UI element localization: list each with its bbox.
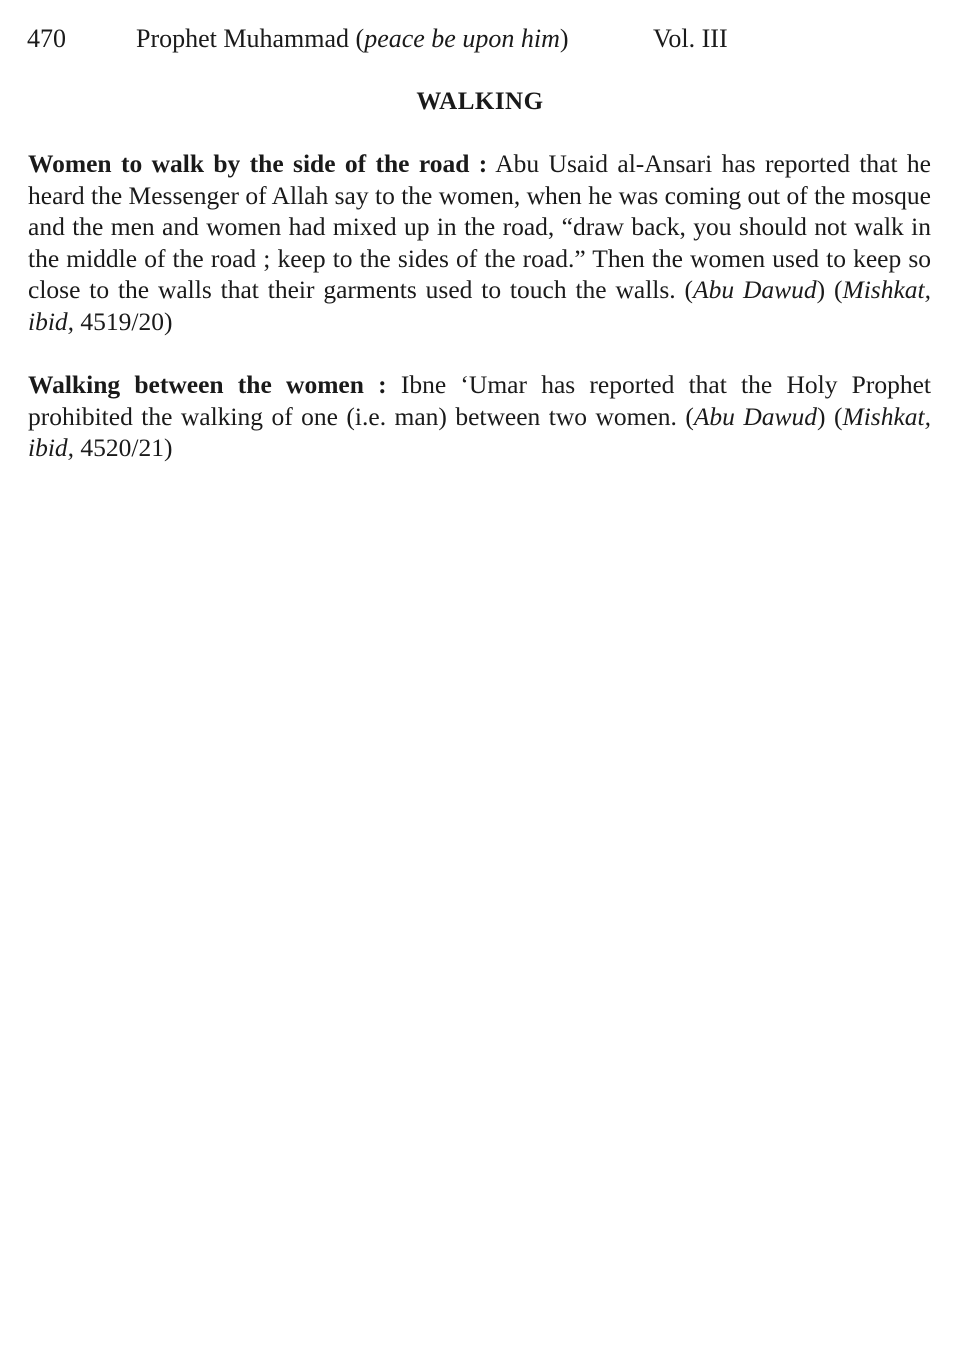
paragraph-run-in-heading: Women to walk by the side of the road : [28, 149, 488, 178]
running-header [27, 22, 933, 56]
book-title-suffix: ) [559, 24, 569, 53]
paragraph-body: Abu Usaid al-Ansari has reported that he heard the Messenger of Allah say to the women, when he was coming out of the mosque and the men and women had mixed up in the road, “draw back, you should not walk in the middle of the road ; keep to the sides of the road.” Then the women used to keep so close to the walls that their garments used to touch the walls. ( [28, 149, 931, 305]
citation-reference: Mishkat, ibid, [28, 401, 932, 463]
page-number: 470 [27, 24, 66, 53]
paragraph-walking-between-women [28, 369, 931, 464]
section-heading: WALKING [416, 88, 544, 115]
citation-source: Abu Dawud [693, 401, 818, 431]
paragraph-walk-side-of-road [28, 148, 931, 338]
citation-number: 4519/20) [74, 306, 173, 336]
book-title [136, 22, 569, 56]
paragraph-run-in-heading: Walking between the women : [28, 370, 387, 399]
volume-label: Vol. III [653, 24, 728, 53]
citation-separator: ) ( [816, 275, 843, 305]
book-title-honorific: peace be upon him [364, 24, 560, 53]
citation-number: 4520/21) [74, 433, 173, 463]
book-title-prefix: Prophet Muhammad ( [136, 24, 365, 53]
paragraph-body: Ibne ‘Umar has reported that the Holy Prophet prohibited the walking of one (i.e. man) between two women. ( [28, 370, 931, 431]
citation-separator: ) ( [817, 401, 843, 431]
citation-reference: Mishkat, ibid, [28, 275, 931, 336]
citation-source: Abu Dawud [693, 275, 817, 305]
